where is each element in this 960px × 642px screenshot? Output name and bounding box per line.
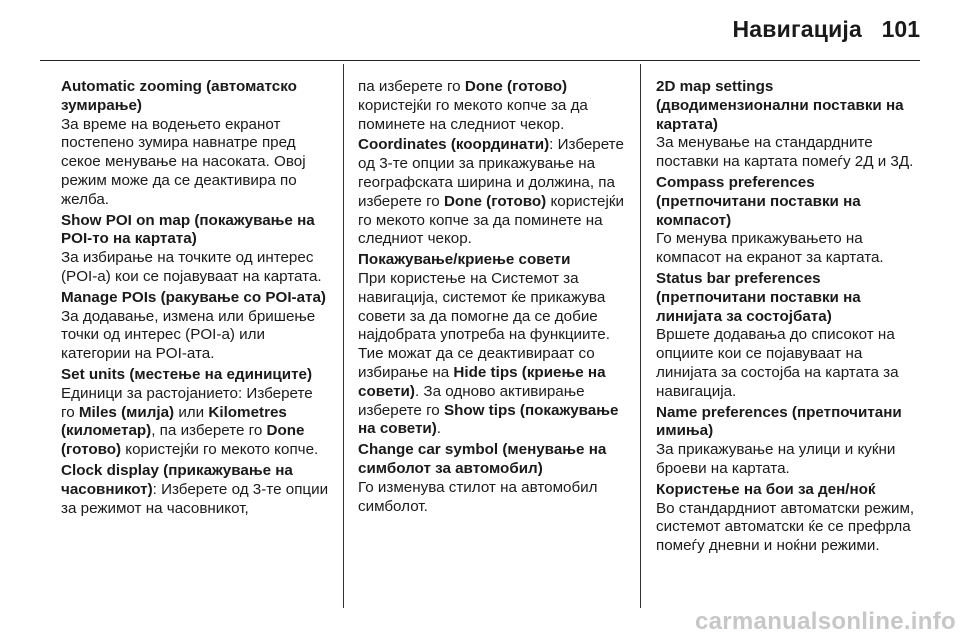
entry-heading: Name preferences (претпочитани имиња) bbox=[656, 403, 902, 440]
entry-body: Вршете додавања до списокот на опциите кои се појавуваат на линијата за состојба на картата за навигација. bbox=[656, 326, 899, 400]
column-2 bbox=[358, 78, 626, 518]
entry-bold-term: Done (готово) bbox=[464, 78, 568, 95]
page-title: Навигација bbox=[732, 16, 862, 42]
entry-body: За менување на стандардните поставки на картата помеѓу 2Д и 3Д. bbox=[656, 134, 914, 171]
header-rule bbox=[40, 60, 920, 61]
column-divider-2 bbox=[640, 64, 641, 608]
entry-body: Го менува прикажувањето на компасот на екранот за картата. bbox=[656, 230, 884, 267]
entry-bold-term: Done (готово) bbox=[61, 422, 305, 459]
entry-text: При користење на Системот за навигација, системот ќе прикажува совети за да помогне да се добие најдобрата употреба на функциите. Тие можат да се деактивираат со избирање на bbox=[358, 269, 610, 381]
entry-heading: Status bar preferences (претпочитани поставки на линијата за состојбата) bbox=[656, 269, 861, 325]
page-number: 101 bbox=[881, 16, 920, 42]
entry-tips bbox=[358, 251, 626, 439]
entry-compass-preferences bbox=[656, 174, 924, 268]
entry-heading: Set units (местење на единиците) bbox=[61, 365, 313, 383]
entry-heading: Покажување/криење совети bbox=[358, 251, 571, 269]
entry-bold-term: Done (готово) bbox=[443, 192, 547, 210]
entry-heading: Користење на бои за ден/ноќ bbox=[656, 480, 876, 498]
entry-status-bar-preferences bbox=[656, 270, 924, 402]
entry-text: па изберете го bbox=[358, 78, 465, 95]
entry-body: За време на водењето екранот постепено зумира навнатре пред секое менување на насоката. Овој режим може да се деактивира по желба. bbox=[61, 115, 306, 208]
page-header bbox=[0, 0, 960, 62]
entry-heading: Change car symbol (менување на симболот за автомобил) bbox=[358, 441, 607, 477]
column-1 bbox=[61, 78, 329, 520]
entry-text: користејќи го мекото копче за да поминете на следниот чекор. bbox=[358, 192, 624, 248]
entry-text: . За одново активирање изберете го bbox=[358, 382, 585, 419]
entry-heading: 2D map settings (дводимензионални поставки на картата) bbox=[656, 78, 904, 133]
column-divider-1 bbox=[343, 64, 344, 608]
entry-lead: Coordinates (координати) bbox=[358, 136, 550, 154]
entry-bold-term: Show tips (покажување на совети) bbox=[358, 401, 619, 438]
entry-text: користејќи го мекото копче. bbox=[121, 441, 319, 459]
entry-text: или bbox=[174, 403, 209, 421]
entry-text: : Изберете од 3-те опции за прикажување на географската ширина и должина, па изберете го bbox=[358, 136, 624, 210]
entry-text: користејќи го мекото копче за да поминете на следниот чекор. bbox=[358, 96, 588, 133]
entry-change-car-symbol bbox=[358, 441, 626, 516]
entry-show-poi bbox=[61, 212, 329, 287]
entry-bold-term: Miles (милја) bbox=[78, 403, 175, 421]
entry-text: . bbox=[436, 420, 442, 438]
entry-heading: Manage POIs (ракување со POI-ата) bbox=[61, 288, 326, 306]
entry-body: Го изменува стилот на автомобил симболот. bbox=[358, 478, 598, 515]
entry-manage-pois bbox=[61, 289, 329, 364]
entry-body: За избирање на точките од интерес (POI-а) кои се појавуваат на картата. bbox=[61, 249, 322, 285]
column-3 bbox=[656, 78, 924, 558]
entry-coordinates bbox=[358, 136, 626, 249]
entry-bold-term: Kilometres (километар) bbox=[61, 403, 287, 440]
entry-lead: Clock display (прикажување на часовникот) bbox=[61, 461, 293, 498]
entry-body: За прикажување на улици и куќни броеви на картата. bbox=[656, 441, 896, 477]
watermark: carmanualsonline.info bbox=[694, 608, 956, 635]
entry-clock-display bbox=[61, 462, 329, 518]
entry-body: За додавање, измена или бришење точки од интерес (POI-а) или категории на POI-ата. bbox=[61, 307, 316, 363]
entry-body: Во стандардниот автоматски режим, системот автоматски ќе се префрла помеѓу дневни и ноќни режими. bbox=[656, 499, 915, 555]
entry-text: : Изберете од 3-те опции за режимот на часовникот, bbox=[61, 480, 329, 517]
entry-clock-continued bbox=[358, 78, 626, 134]
entry-set-units bbox=[61, 366, 329, 460]
entry-name-preferences bbox=[656, 404, 924, 479]
entry-heading: Automatic zooming (автоматско зумирање) bbox=[61, 78, 297, 114]
entry-heading: Show POI on map (покажување на POI-то на картата) bbox=[61, 211, 315, 248]
entry-text: Единици за растојанието: Изберете го bbox=[61, 384, 313, 421]
entry-heading: Compass preferences (претпочитани поставки на компасот) bbox=[656, 173, 861, 229]
entry-automatic-zooming bbox=[61, 78, 329, 210]
entry-bold-term: Hide tips (криење на совети) bbox=[358, 363, 606, 400]
entry-text: , па изберете го bbox=[151, 422, 267, 440]
entry-2d-map-settings bbox=[656, 78, 924, 172]
entry-day-night-colors bbox=[656, 481, 924, 556]
